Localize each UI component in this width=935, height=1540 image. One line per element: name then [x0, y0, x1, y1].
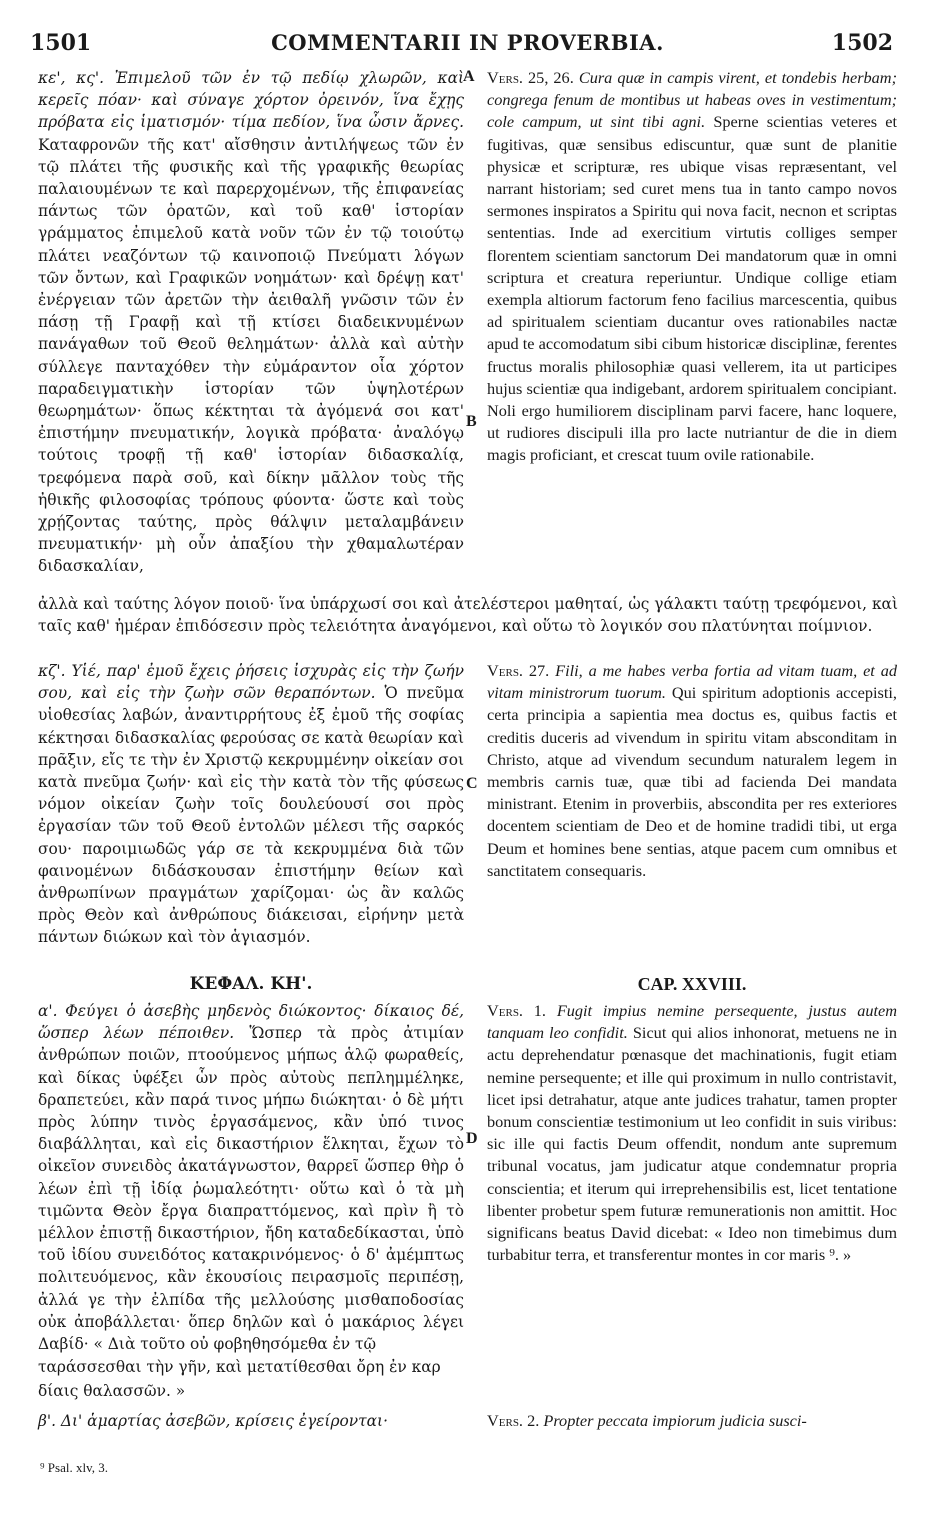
column-number-right: 1502	[831, 30, 893, 56]
column-number-left: 1501	[30, 30, 92, 56]
greek-verse-27-lead: κζ'. Υἱέ, παρ' ἐμοῦ ἔχεις ῥήσεις ἰσχυρὰς εἰς τὴν ζωήν σου, καὶ εἰς τὴν ζωὴν σῶν θεραπόντων.	[38, 662, 464, 703]
latin-verse-25-26	[487, 67, 897, 467]
latin-chapter-28-verse-1	[487, 1000, 897, 1266]
latin-chapter-28-verse-1-body: Sicut qui alios inhonorat, metuens ne in actu deprehendatur pœnasque det machinationis, fugit etiam nemine persequente; et ille qui proximum in nullo contristavit, licet ipsi detrahatur, atque ante judices trahatur, tamen propter bonum conscientiæ testimonium ut leo confidit in suis viribus: sic ille qui factis Deum offendit, nondum ante supremum tribunal vocatus, jam judicatur atque condemnatur propria conscientia; et iterum qui irreprehensibilis est, licet tentatione libenter probetur spem futuræ remunerationis non amittit. Hoc significans beatus David dicebat: « Ideo non timebimus dum turbabitur terra, et transferentur montes in cor maris ⁹. »	[487, 1023, 898, 1265]
greek-chapter-heading: ΚΕΦΑΛ. ΚΗ'.	[189, 974, 313, 994]
latin-verse-27-body: Qui spiritum adoptionis accepisti, certa principia a sapientia mea doctus es, quibus factis et creditis duceris ad vivendum in spiritu vitam absconditam in Christo, atque ad vivendum secundum naturalem legem in membris carnis tuæ, quæ tibi ad facienda Dei mandata ministrant. Etenim in proverbiis, abscondita per res exteriores docentem scientiam de Deo et de homine tradidi tibi, ut erga Deum et homines bene sentias, atque pacem cum omnibus et sanctitatem consequaris.	[487, 683, 897, 880]
footnote: ⁹ Psal. xlv, 3.	[40, 1460, 108, 1475]
latin-verse-27-lead: Fili, a me habes verba fortia ad vitam tuam, et ad vitam ministrorum tuorum.	[487, 661, 897, 703]
greek-verse-25-26-lead: κε', κς'. Ἐπιμελοῦ τῶν ἐν τῷ πεδίῳ χλωρῶν, καὶ κερεῖς πόαν· καὶ σύναγε χόρτον ὀρεινόν, ἵνα ἔχῃς πρόβατα εἰς ἱματισμόν· τίμα πεδίον, ἵνα ὦσιν ἄρνες.	[38, 69, 464, 132]
latin-verse-27-label: Vers. 27.	[487, 661, 550, 680]
greek-verse-25-26-continuation: ἀλλὰ καὶ ταύτης λόγον ποιοῦ· ἵνα ὑπάρχωσί σοι καὶ ἀτελέστεροι μαθηταί, ὡς γάλακτι ταύτῃ τρεφόμενοι, καὶ ταῖς καθ' ἡμέραν ἐπιδόσεσιν πρὸς τελειότητα ἀναγόμενοι, καὶ οὕτω τὸ λογικόν σου πλατύνηται ποίμνιον.	[38, 595, 898, 636]
latin-verse-25-26-label: Vers. 25, 26.	[487, 68, 574, 87]
margin-marker-b: B	[466, 413, 477, 430]
latin-chapter-28-verse-2	[487, 1410, 897, 1432]
greek-chapter-28-verse-1-continuation: ταράσσεσθαι τὴν γῆν, καὶ μετατίθεσθαι ὄρη ἐν καρ	[38, 1358, 441, 1376]
margin-marker-a: A	[463, 68, 475, 85]
page-header	[0, 30, 935, 60]
latin-chapter-28-verse-2-label: Vers. 2.	[487, 1411, 540, 1430]
margin-marker-c: C	[466, 775, 478, 792]
greek-chapter-28-verse-1-lead: α'. Φεύγει ὁ ἀσεβὴς μηδενὸς διώκοντος· δίκαιος δέ, ὥσπερ λέων πέποιθεν.	[38, 1002, 464, 1043]
greek-chapter-28-verse-1-tail: δίαις θαλασσῶν. »	[38, 1382, 186, 1400]
latin-chapter-heading: CAP. XXVIII.	[637, 974, 747, 994]
greek-verse-25-26-body: Καταφρονῶν τῆς κατ' αἴσθησιν ἀντιλήψεως τῶν ἐν τῷ πλάτει τῆς φυσικῆς καὶ τῆς γραφικῆς θεωρίας παλαιουμένων τε καὶ παρερχομένων, τῆς ἐπιφανείας πάντως τῶν ὁρατῶν, καὶ τοῦ καθ' ἱστορίαν γράμματος ἐπιμελοῦ κατὰ νοῦν τῶν ἐν τῷ τοιούτῳ πλάτει νεαζόντων τῷ καινοποιῷ Πνεύματι λόγων τῶν ὄντων, καὶ Γραφικῶν νοημάτων· καὶ δρέψῃ κατ' ἐνέργειαν τῶν ἀρετῶν τὴν ἀειθαλῆ γνῶσιν τῶν ἐν πάσῃ τῇ Γραφῇ καὶ τῇ κτίσει διαδεικνυμένων πανάγαθων τοῦ Θεοῦ θελημάτων· ἀλλὰ καὶ αὐτὴν σύλλεγε πανταχόθεν τὴν εὐμάραντον οἷα χόρτον παραδειγματικὴν ἱστορίαν τῶν ὑψηλοτέρων θεωρημάτων· ὅπως κέκτηται τὰ ἀγόμενά σοι κατ' ἐπιστήμην πνευματικήν, λογικὰ πρόβατα· ἀναλόγῳ τούτοις τροφῇ τῇ καθ' ἱστορίαν διδασκαλίᾳ, τρεφόμενα παρὰ σοῦ, καὶ δίκην μᾶλλον τοὺς τῆς ἠθικῆς φιλοσοφίας τρόπους φύοντα· ὥστε καὶ τοὺς χρῄζοντας ταύτης, πρὸς θάλψιν μεταλαμβάνειν πνευματικήν· μὴ οὖν ἀπαξίου τὴν χθαμαλωτέραν διδασκαλίαν,	[38, 135, 464, 576]
greek-chapter-28-verse-2	[38, 1410, 464, 1432]
latin-chapter-28-verse-1-lead: Fugit impius nemine persequente, justus autem tanquam leo confidit.	[487, 1001, 897, 1043]
running-title: COMMENTARII IN PROVERBIA.	[271, 30, 664, 55]
latin-verse-25-26-lead: Cura quæ in campis virent, et tondebis herbam; congrega fenum de montibus ut habeas oves in vestimentum; cole campum, ut sint tibi agni.	[487, 68, 897, 132]
greek-chapter-28-verse-2-lead: β'. Δι' ἁμαρτίας ἀσεβῶν, κρίσεις ἐγείρονται·	[38, 1412, 388, 1430]
greek-verse-25-26	[38, 67, 464, 578]
latin-chapter-28-verse-2-lead: Propter peccata impiorum judicia susci-	[543, 1411, 807, 1430]
greek-verse-27-body: Ὁ πνεῦμα υἱοθεσίας λαβών, ἀναντιρρήτους ἐξ ἐμοῦ τῆς σοφίας κέκτησαι διδασκαλίας φερούσας σε κατὰ θεωρίαν καὶ πρᾶξιν, εἴς τε τὴν ἐν Χριστῷ κεκρυμμένην οἰκείαν σοι κατὰ πνεῦμα ζωήν· καὶ εἰς τὴν κατὰ τὸν τῆς φύσεως νόμον οἰκείαν ζωὴν τοῖς δουλεύουσί σοι πρὸς ἐργασίαν τῶν τοῦ Θεοῦ ἐντολῶν μέλεσι τῆς σαρκός σου· παροιμιωδῶς γάρ σε τὰ κεκρυμμένα διὰ τῶν φαινομένων διδάσκουσαν ἐπιστήμην θείων καὶ ἀνθρωπίνων πραγμάτων χαρίζομαι· ὡς ἂν καλῶς πρὸς Θεὸν καὶ ἀνθρώπους διάκεισαι, εἰρήνην μετὰ πάντων διώκων καὶ τὸν ἁγιασμόν.	[38, 684, 464, 947]
latin-verse-27	[487, 660, 897, 882]
latin-chapter-28-verse-1-label: Vers. 1.	[487, 1001, 547, 1020]
margin-marker-d: D	[466, 1130, 478, 1147]
greek-verse-27	[38, 660, 464, 949]
greek-chapter-28-verse-1	[38, 1000, 464, 1355]
latin-verse-25-26-body: Sperne scientias veteres et fugitivas, quæ sensibus ediscuntur, quæ sunt de planitie physicæ et scripturæ, res ubique visas repræsentant, vel narrant historiam; sed curet mens tua in tanto campo novos sermones inspiratos a Spiritu qui nova facit, necnon et scriptas sententias. Inde ad exercitium virtutis colliges semper florentem scientiam sanctorum Dei mandatorum quæ in omni scriptura et creatura reperiuntur. Undique collige etiam exempla altiorum factorum feno facilius marcescentia, quibus ad spiritualem scientiam ducantur oves rationabiles nactæ apud te accomodatum sibi cibum historicæ disciplinæ, ferentes fructus moralis philosophiæ quasi vellerem, ita ut participes hujus scientiæ qua indigebant, ardorem spiritualem concipiant. Noli ergo humiliorem disciplinam parvi facere, hanc loquere, ut rudiores discipuli illa pro lacte nutriantur de die in diem magis proficiant, et crescat tuum ovile rationabile.	[487, 112, 897, 465]
greek-chapter-28-verse-1-body: Ὥσπερ τὰ πρὸς ἀτιμίαν ἀνθρώπων ποιῶν, πτοούμενος μήπως ἁλῷ φωραθείς, καὶ δίκας ὑφέξει ὧν πρὸς αὐτοὺς πεπλημμέληκε, δραπετεύει, κἂν παρά τινος μήπω διώκηται· ὁ δὲ μήτι πρὸς λύπην τινὸς ἐργασάμενος, κἂν ὑπό τινος διαβάλληται, καὶ εἰς δικαστήριον ἕλκηται, ἔχων τὸ οἰκεῖον συνειδὸς ἀκατάγνωστον, θαρρεῖ ὥσπερ θὴρ ὁ λέων ἐπὶ τῇ ἰδίᾳ ῥωμαλεότητι· οὕτω καὶ ὁ τὰ μὴ τιμῶντα Θεὸν ἔργα διαπραττόμενος, καὶ πρὶν ἢ τὸ μέλλον ἐπιστῇ δικαστήριον, ἤδη καταδεδίκασται, ὑπὸ τοῦ ἰδίου συνειδότος κατακρινόμενος· ὁ δ' ἀμέμπτως πολιτευόμενος, κἂν ἑκουσίοις πειρασμοῖς περιπέσῃ, ἀλλά γε τὴν ἐλπίδα τῆς μελλούσης μισθαποδοσίας οὐκ ἀποβάλλεται· ὅπερ δηλῶν καὶ ὁ μακάριος λέγει Δαβίδ· « Διὰ τοῦτο οὐ φοβηθησόμεθα ἐν τῷ	[38, 1024, 464, 1354]
